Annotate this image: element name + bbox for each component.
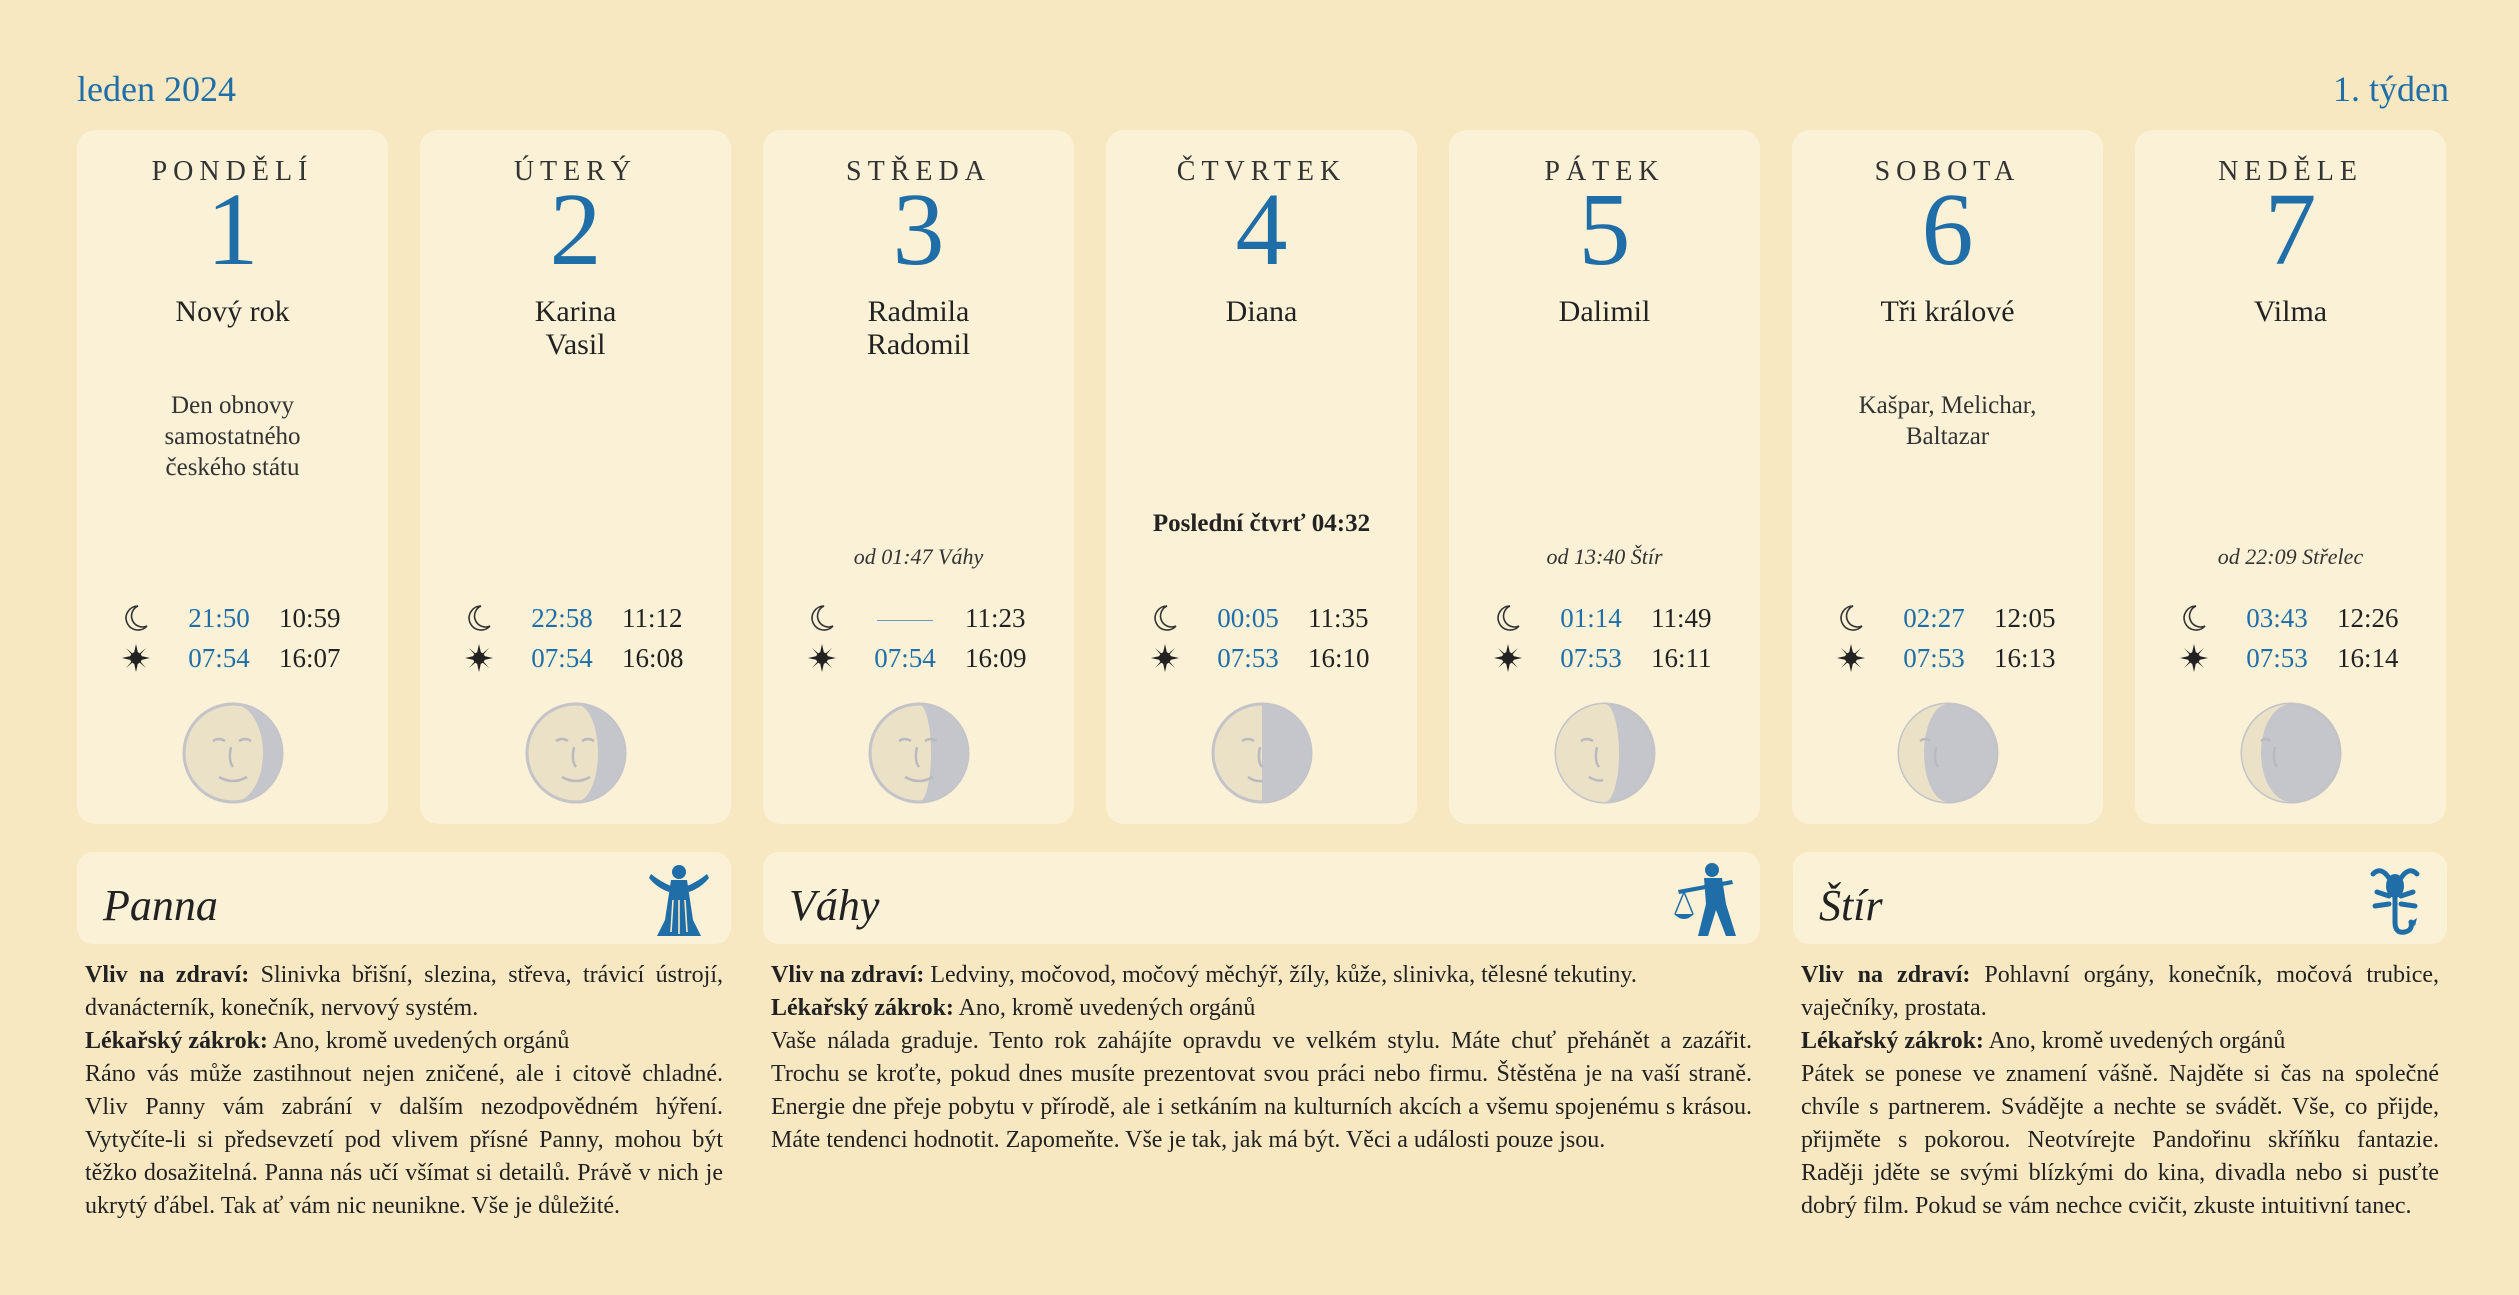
sun-icon — [119, 642, 153, 674]
week-label: 1. týden — [2333, 69, 2449, 109]
sun-icon — [805, 642, 839, 674]
sunset-time: 16:07 — [279, 643, 341, 673]
holiday-note: Kašpar, Melichar, Baltazar — [1858, 392, 2037, 450]
sunrise-time: 07:53 — [1217, 643, 1279, 673]
day-card — [1792, 130, 2103, 824]
moonrise-time: 00:05 — [1217, 603, 1279, 633]
day-number: 4 — [1235, 172, 1288, 287]
sun-icon — [1491, 642, 1525, 674]
moonset-time: 10:59 — [279, 603, 341, 633]
crescent-moon-icon — [2177, 602, 2211, 634]
day-name: PÁTEK — [1544, 156, 1665, 187]
holiday-note: Den obnovy samostatného českého státu — [164, 392, 301, 481]
horoscope-text: Ráno vás může zastihnout nejen zničené, ale i citově chladné. Vliv Panny vám zabrání v dalším nezodpovědném hýření. Vytyčíte-li si předsevzetí pod vlivem přísné Panny, mohou být těžko dosažitelná. Panna nás učí všímat si detailů. Právě v nich je ukrytý ďábel. Tak ať vám nic neunikne. Vše je důležité. — [85, 1061, 723, 1219]
crescent-moon-icon — [119, 602, 153, 634]
sun-icon — [1834, 642, 1868, 674]
sunrise-time: 07:54 — [874, 643, 936, 673]
zodiac-name: Panna — [103, 881, 218, 930]
medical-text: Ano, kromě uvedených orgánů — [1988, 1028, 2286, 1054]
day-name: SOBOTA — [1874, 156, 2021, 187]
month-label: leden 2024 — [77, 69, 236, 109]
day-number: 2 — [549, 172, 602, 287]
name-day: Vilma — [2253, 295, 2328, 328]
health-label: Vliv na zdraví: — [771, 962, 925, 988]
moonset-time: 11:35 — [1308, 603, 1369, 633]
health-label: Vliv na zdraví: — [1801, 962, 1971, 988]
zodiac-header — [1793, 852, 2447, 944]
crescent-moon-icon — [1148, 602, 1182, 634]
moon-sign-note: od 22:09 Střelec — [2217, 544, 2364, 569]
day-name: ČTVRTEK — [1176, 156, 1347, 187]
day-number: 5 — [1578, 172, 1631, 287]
medical-text: Ano, kromě uvedených orgánů — [272, 1028, 570, 1054]
scorpio-icon — [2359, 860, 2431, 938]
name-day: Nový rok — [175, 295, 290, 328]
moon-sign-note: od 13:40 Štír — [1546, 544, 1663, 569]
zodiac-name: Štír — [1819, 881, 1883, 930]
sun-icon — [462, 642, 496, 674]
horoscope-text: Pátek se ponese ve znamení vášně. Najděte si čas na společné chvíle s partnerem. Svádějte a nechte se svádět. Vše, co přijde, přijměte s pokorou. Neotvírejte Pandořinu skříňku fantazie. Raději jděte se svými blízkými do kina, divadla nebo si pusťte dobrý film. Pokud se vám nechce cvičit, zkuste intuitivní tanec. — [1801, 1061, 2439, 1219]
moonset-time: 11:12 — [622, 603, 683, 633]
health-text: Ledviny, močovod, močový měchýř, žíly, kůže, slinivka, tělesné tekutiny. — [930, 962, 1637, 988]
moonrise-time: 01:14 — [1560, 603, 1622, 633]
sunrise-time: 07:53 — [1903, 643, 1965, 673]
zodiac-description — [763, 959, 1760, 1157]
day-card — [2135, 130, 2446, 824]
horoscope-text: Vaše nálada graduje. Tento rok zahájíte opravdu ve velkém stylu. Máte chuť přehánět a zazářit. Trochu se kroťte, pokud dnes musíte prezentovat svou práci nebo firmu. Štěstěna je na vaší straně. Energie dne přeje pobytu v přírodě, ale i setkáním na kulturních akcích a všemu spojenému s krásou. Máte tendenci hodnotit. Zapomeňte. Vše je tak, jak má být. Věci a události pouze jsou. — [771, 1028, 1752, 1153]
moon-face-icon — [1210, 701, 1314, 805]
health-label: Vliv na zdraví: — [85, 962, 250, 988]
moon-face-icon — [2239, 701, 2343, 805]
sunset-time: 16:08 — [622, 643, 684, 673]
crescent-moon-icon — [462, 602, 496, 634]
sunrise-time: 07:54 — [531, 643, 593, 673]
sunset-time: 16:09 — [965, 643, 1027, 673]
sunset-time: 16:11 — [1651, 643, 1712, 673]
virgo-icon — [643, 860, 715, 938]
zodiac-description — [1793, 959, 2447, 1223]
sun-icon — [2177, 642, 2211, 674]
day-name: STŘEDA — [846, 156, 991, 187]
moonrise-time: 21:50 — [188, 603, 250, 633]
day-card — [77, 130, 388, 824]
moonset-time: 11:49 — [1651, 603, 1712, 633]
sunrise-time: 07:53 — [2246, 643, 2308, 673]
moon-face-icon — [867, 701, 971, 805]
moonrise-none-dash — [865, 602, 945, 634]
day-name: ÚTERÝ — [513, 156, 638, 187]
moonrise-time: 02:27 — [1903, 603, 1965, 633]
moonrise-time: 22:58 — [531, 603, 593, 633]
day-name: NEDĚLE — [2218, 156, 2363, 187]
moon-face-icon — [1896, 701, 2000, 805]
name-day: Radmila Radomil — [866, 295, 971, 361]
sun-icon — [1148, 642, 1182, 674]
moonset-time: 11:23 — [965, 603, 1026, 633]
moon-sign-note: od 01:47 Váhy — [853, 544, 984, 569]
medical-label: Lékařský zákrok: — [771, 995, 954, 1021]
name-day: Diana — [1225, 295, 1298, 328]
sunset-time: 16:14 — [2337, 643, 2399, 673]
sunrise-time: 07:53 — [1560, 643, 1622, 673]
health-text: Pohlavní orgány, konečník, močová trubice, vaječníky, prostata. — [1801, 962, 2439, 1021]
zodiac-section-virgo — [77, 852, 731, 1223]
sunset-time: 16:10 — [1308, 643, 1370, 673]
medical-text: Ano, kromě uvedených orgánů — [958, 995, 1256, 1021]
day-card — [1106, 130, 1417, 824]
day-number: 1 — [206, 172, 259, 287]
day-card — [1449, 130, 1760, 824]
name-day: Tři králové — [1880, 295, 2015, 328]
moon-phase-note: Poslední čtvrť 04:32 — [1152, 510, 1371, 537]
crescent-moon-icon — [1491, 602, 1525, 634]
zodiac-section-scorpio — [1793, 852, 2447, 1223]
libra-icon — [1672, 860, 1744, 938]
sunrise-time: 07:54 — [188, 643, 250, 673]
medical-label: Lékařský zákrok: — [85, 1028, 268, 1054]
day-number: 6 — [1921, 172, 1974, 287]
day-card — [763, 130, 1074, 824]
day-card — [420, 130, 731, 824]
day-name: PONDĚLÍ — [151, 156, 314, 187]
day-number: 7 — [2264, 172, 2317, 287]
moon-face-icon — [1553, 701, 1657, 805]
crescent-moon-icon — [1834, 602, 1868, 634]
name-day: Karina Vasil — [534, 295, 617, 361]
name-day: Dalimil — [1558, 295, 1651, 328]
moon-face-icon — [524, 701, 628, 805]
crescent-moon-icon — [805, 602, 839, 634]
zodiac-header — [763, 852, 1760, 944]
zodiac-section-libra — [763, 852, 1760, 1157]
medical-label: Lékařský zákrok: — [1801, 1028, 1984, 1054]
moonrise-time: 03:43 — [2246, 603, 2308, 633]
moon-face-icon — [181, 701, 285, 805]
moonset-time: 12:26 — [2337, 603, 2399, 633]
moonset-time: 12:05 — [1994, 603, 2056, 633]
day-number: 3 — [892, 172, 945, 287]
week-days — [77, 130, 2447, 824]
health-text: Slinivka břišní, slezina, střeva, trávicí ústrojí, dvanácterník, konečník, nervový systém. — [85, 962, 724, 1021]
zodiac-name: Váhy — [789, 881, 880, 930]
sunset-time: 16:13 — [1994, 643, 2056, 673]
zodiac-description — [77, 959, 731, 1223]
zodiac-header — [77, 852, 731, 944]
